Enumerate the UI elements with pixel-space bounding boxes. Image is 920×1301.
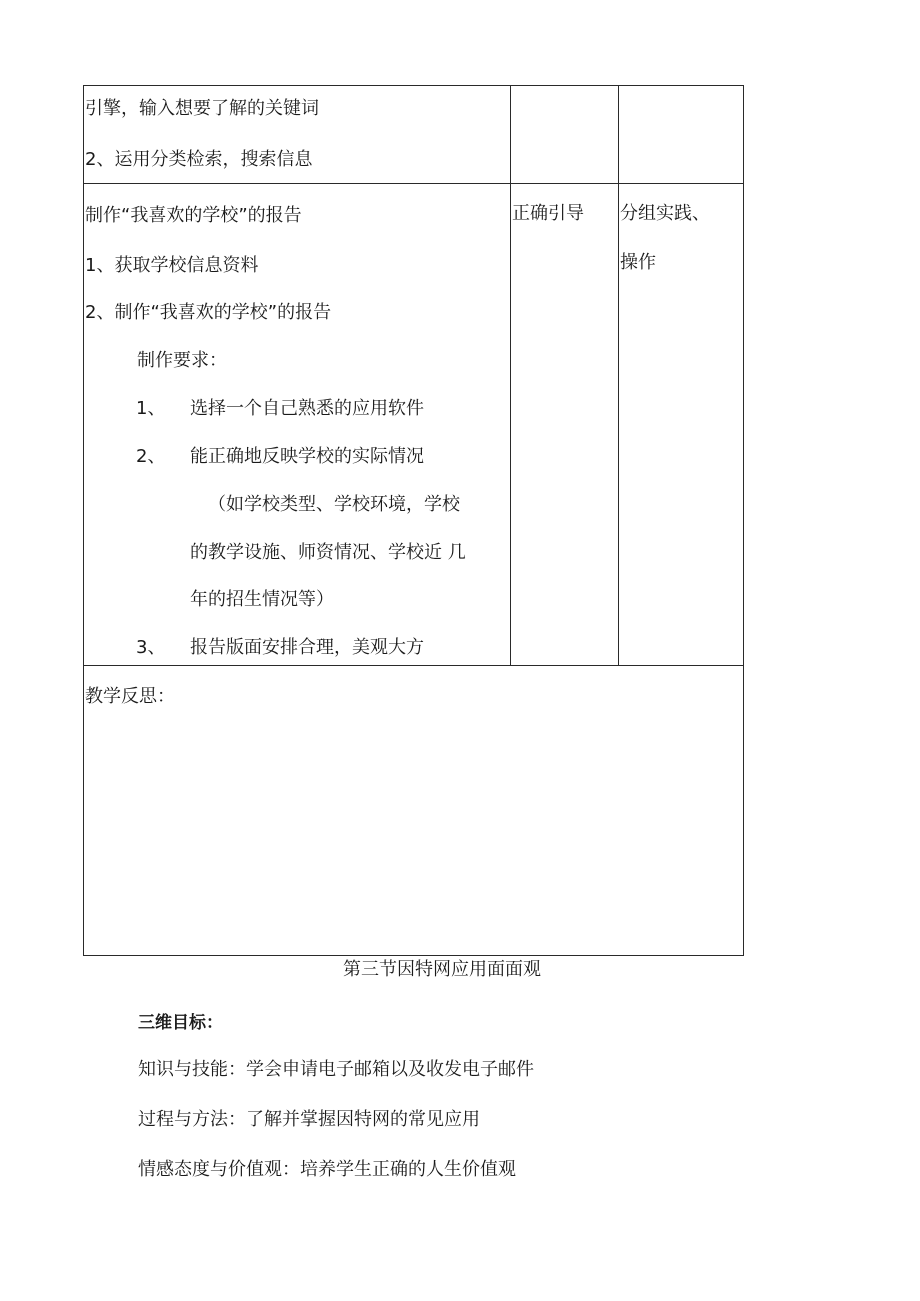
- requirement-text: 能正确地反映学校的实际情况: [190, 446, 424, 467]
- requirement-detail: （如学校类型、学校环境，学校: [208, 494, 460, 515]
- row-divider: [84, 665, 743, 666]
- student-activity-line: 操作: [620, 252, 656, 273]
- section-title: 第三节因特网应用面面观: [343, 959, 541, 980]
- goal-item: 知识与技能：学会申请电子邮箱以及收发电子邮件: [138, 1059, 534, 1080]
- requirement-detail: 的教学设施、师资情况、学校近 几: [190, 542, 466, 563]
- requirement-detail: 年的招生情况等）: [190, 589, 334, 610]
- teacher-activity: 正确引导: [512, 203, 584, 224]
- goal-item: 情感态度与价值观：培养学生正确的人生价值观: [138, 1159, 516, 1180]
- row1-text-line: 2、运用分类检索，搜索信息: [85, 149, 313, 170]
- student-activity-line: 分组实践、: [620, 203, 710, 224]
- goal-item: 过程与方法：了解并掌握因特网的常见应用: [138, 1109, 480, 1130]
- activity-step: 1、获取学校信息资料: [85, 255, 259, 276]
- column-divider: [618, 86, 619, 665]
- requirements-title: 制作要求：: [137, 350, 227, 371]
- row-divider: [84, 183, 743, 184]
- lesson-table: [83, 85, 744, 956]
- activity-step: 2、制作“我喜欢的学校”的报告: [85, 302, 332, 323]
- goals-heading: 三维目标：: [138, 1013, 223, 1033]
- requirement-number: 3、: [136, 637, 166, 658]
- requirement-number: 2、: [136, 446, 166, 467]
- requirement-text: 选择一个自己熟悉的应用软件: [190, 398, 424, 419]
- requirement-text: 报告版面安排合理，美观大方: [190, 637, 424, 658]
- activity-title: 制作“我喜欢的学校”的报告: [85, 205, 302, 226]
- requirement-number: 1、: [136, 398, 166, 419]
- column-divider: [510, 86, 511, 665]
- teaching-reflection-label: 教学反思：: [85, 686, 175, 707]
- row1-text-line: 引擎，输入想要了解的关键词: [85, 98, 319, 119]
